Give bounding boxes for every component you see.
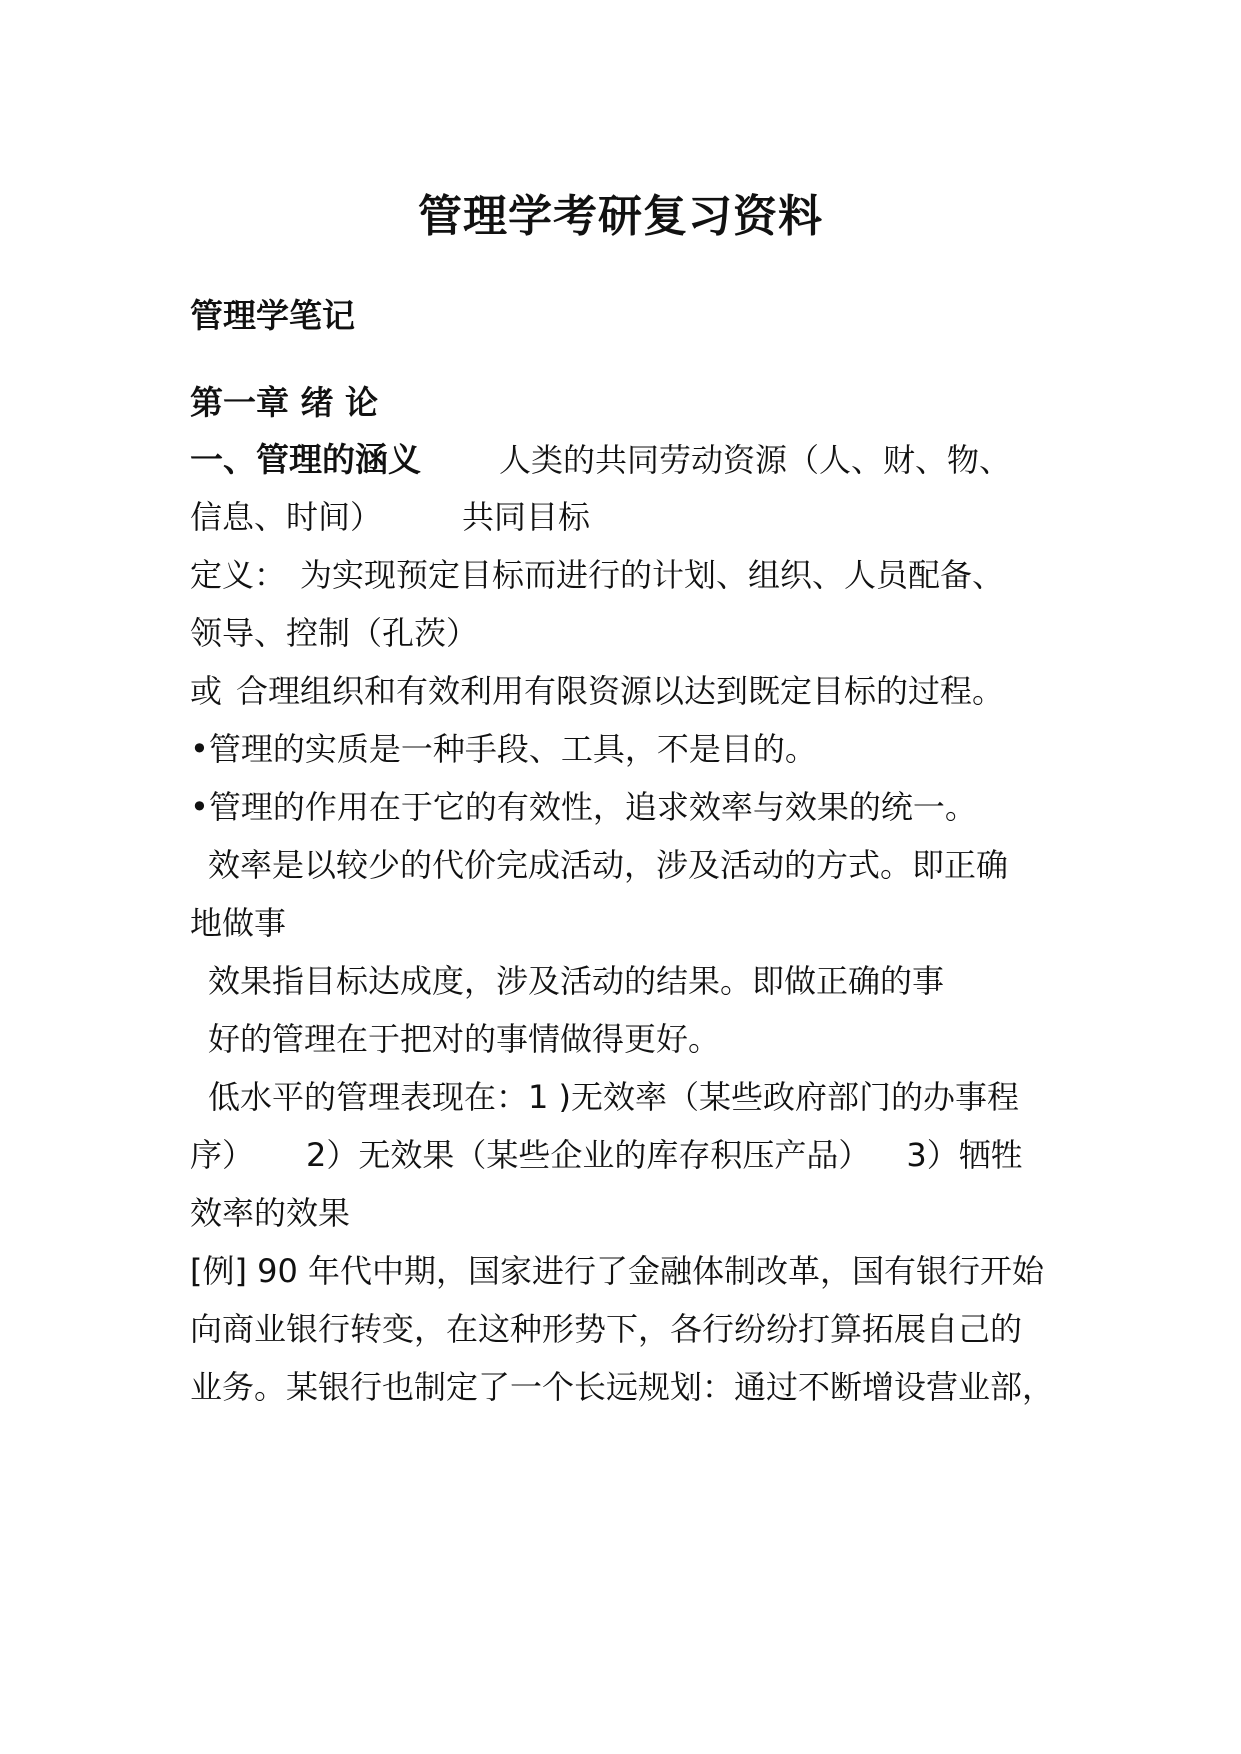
low-item-2: 2）无效果（某些企业的库存积压产品） <box>306 1136 871 1174</box>
or-label: 或 <box>190 672 223 710</box>
definition-line <box>190 550 1004 596</box>
bullet-essence: •管理的实质是一种手段、工具，不是目的。 <box>190 730 817 768</box>
definition-text: 为实现预定目标而进行的计划、组织、人员配备、 <box>300 556 1005 594</box>
low-item-end-1: 序） <box>190 1136 255 1174</box>
resource-text: 信息、时间） <box>190 498 383 536</box>
example-line-1: [例] 90 年代中期，国家进行了金融体制改革，国有银行开始 <box>190 1252 1045 1290</box>
alternative-definition-line <box>190 666 1004 712</box>
resource-line <box>190 492 590 538</box>
example-line-2: 向商业银行转变，在这种形势下，各行纷纷打算拓展自己的 <box>190 1310 1023 1348</box>
heading-1-note: 人类的共同劳动资源（人、财、物、 <box>499 441 1012 479</box>
definition-heading-line <box>190 434 1011 481</box>
effectiveness-line: 效果指目标达成度，涉及活动的结果。即做正确的事 <box>208 962 945 1000</box>
heading-1: 一、管理的涵义 <box>190 440 421 479</box>
low-level-continuation: 效率的效果 <box>190 1194 351 1232</box>
bullet-role: •管理的作用在于它的有效性，追求效率与效果的统一。 <box>190 788 977 826</box>
low-level-management-line: 低水平的管理表现在：1 )无效率（某些政府部门的办事程 <box>208 1078 1020 1116</box>
efficiency-continuation: 地做事 <box>190 904 287 942</box>
definition-continuation: 领导、控制（孔茨） <box>190 614 479 652</box>
document-title: 管理学考研复习资料 <box>418 191 823 242</box>
definition-label: 定义： <box>190 556 287 594</box>
common-goal-text: 共同目标 <box>462 498 591 536</box>
section-heading: 管理学笔记 <box>190 296 355 335</box>
efficiency-line: 效率是以较少的代价完成活动，涉及活动的方式。即正确 <box>208 846 1009 884</box>
example-line-3: 业务。某银行也制定了一个长远规划：通过不断增设营业部， <box>190 1368 1055 1406</box>
chapter-heading: 第一章 绪 论 <box>190 383 378 422</box>
low-level-items-line <box>190 1130 1023 1176</box>
low-item-3: 3）牺牲 <box>906 1136 1023 1174</box>
alternative-definition-text: 合理组织和有效利用有限资源以达到既定目标的过程。 <box>236 672 1005 710</box>
good-management-line: 好的管理在于把对的事情做得更好。 <box>208 1020 721 1058</box>
